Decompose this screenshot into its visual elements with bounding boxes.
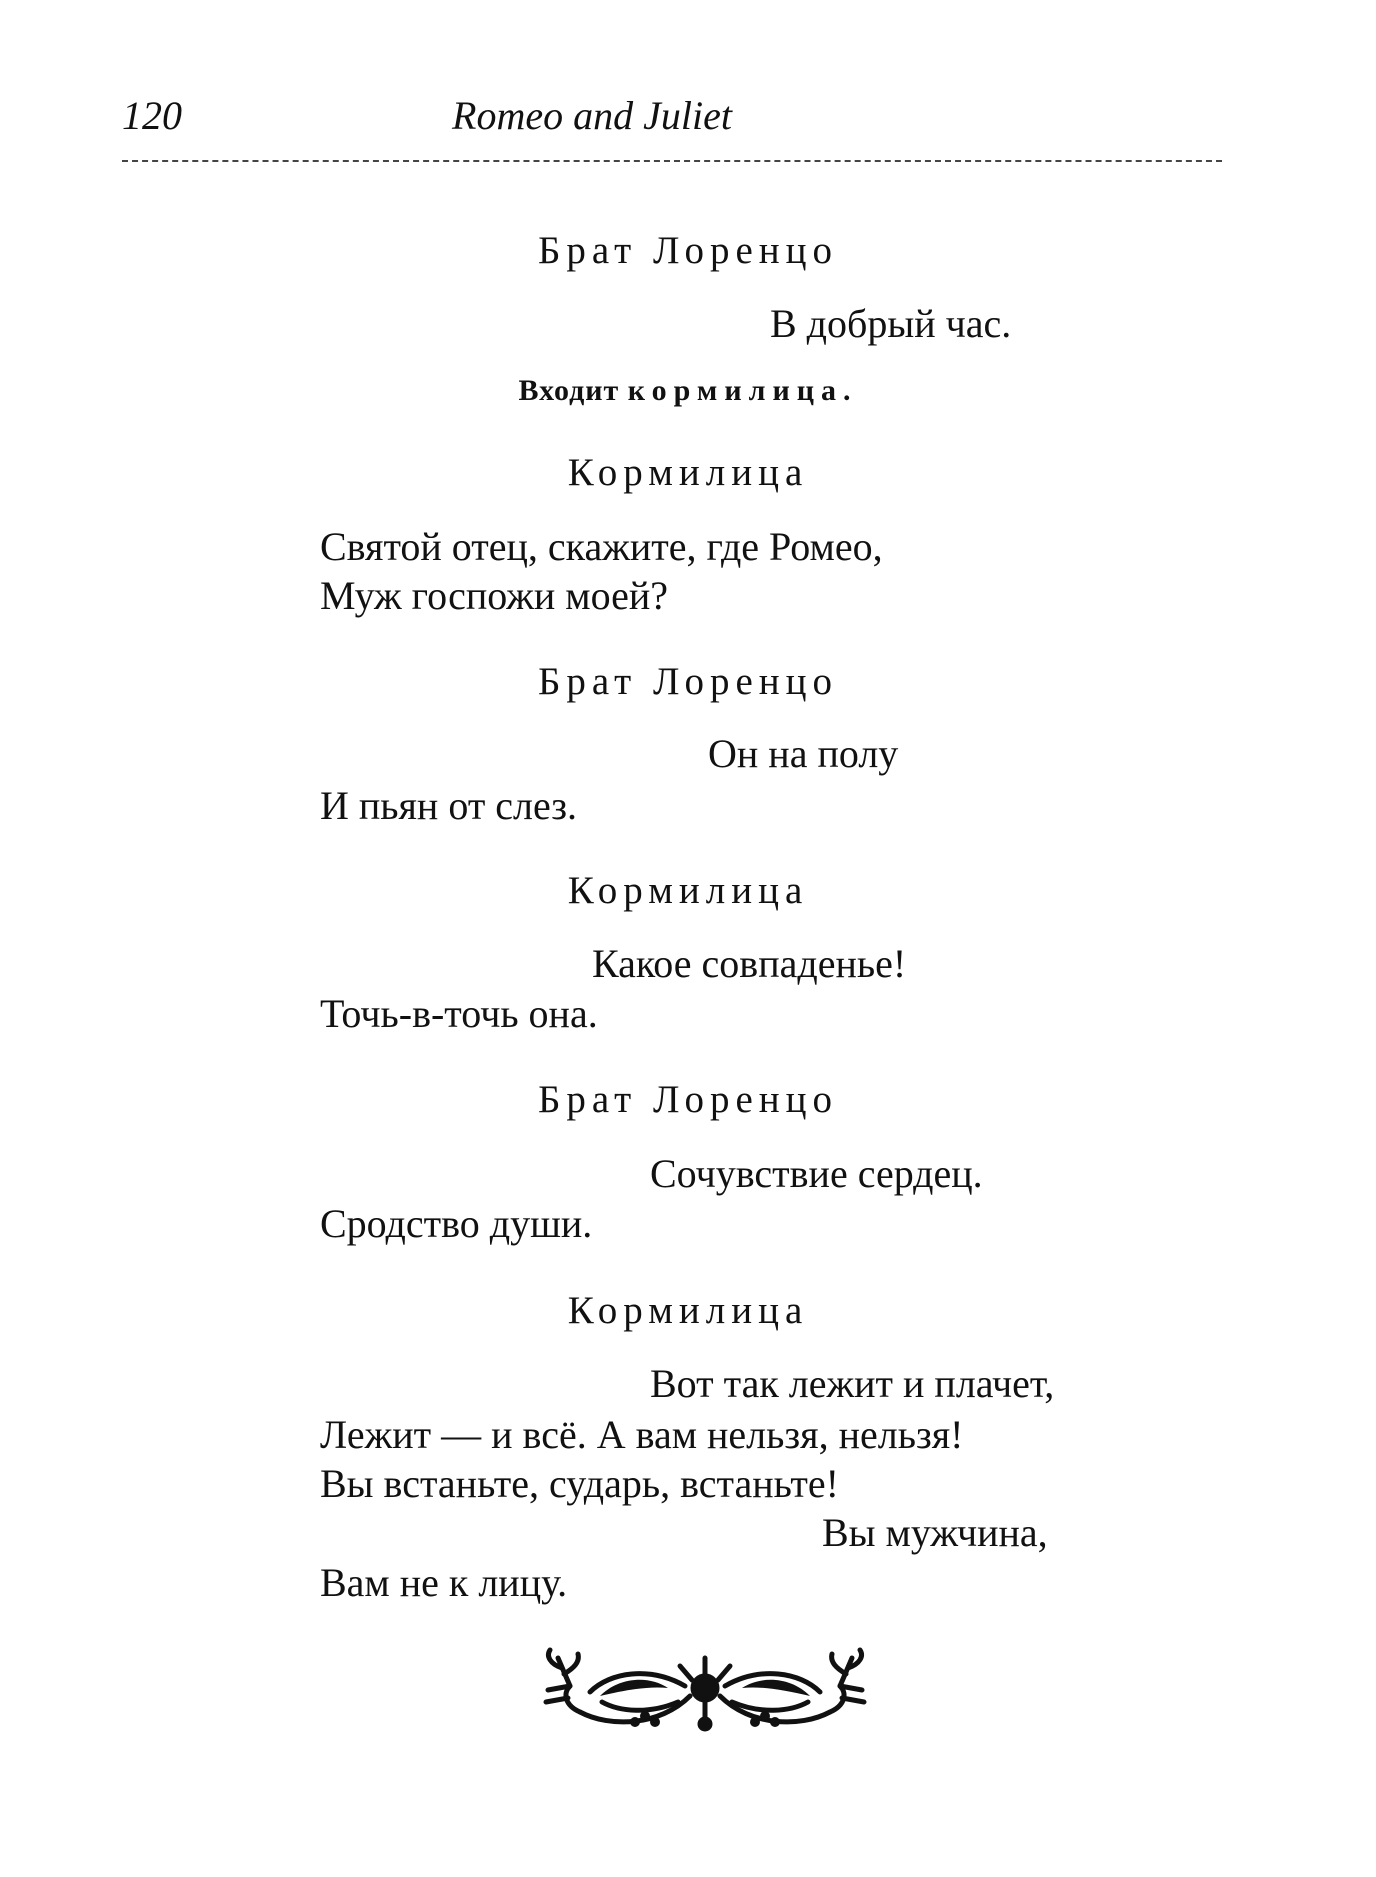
page-header bbox=[122, 92, 1222, 152]
verse-line: Вам не к лицу. bbox=[320, 1560, 568, 1605]
stage-direction-character: кормилица. bbox=[627, 374, 858, 407]
speaker-name: Кормилица bbox=[567, 869, 809, 912]
running-title: Romeo and Juliet bbox=[452, 93, 732, 138]
verse-line: Вы мужчина, bbox=[822, 1510, 1048, 1555]
verse-line: Какое совпаденье! bbox=[592, 941, 907, 986]
verse-line: Вот так лежит и плачет, bbox=[650, 1361, 1055, 1406]
verse-line: Он на полу bbox=[708, 731, 899, 776]
verse-line: Вы встаньте, сударь, встаньте! bbox=[320, 1461, 839, 1506]
verse-line: Сочувствие сердец. bbox=[650, 1151, 983, 1196]
verse-line: Муж госпожи моей? bbox=[320, 573, 669, 618]
speaker-name: Кормилица bbox=[567, 451, 809, 494]
verse-line: Лежит — и всё. А вам нельзя, нельзя! bbox=[320, 1412, 964, 1457]
verse-line: Точь-в-точь она. bbox=[320, 991, 598, 1036]
speaker-name: Кормилица bbox=[567, 1289, 809, 1332]
verse-line: Сродство души. bbox=[320, 1201, 593, 1246]
verse-line: И пьян от слез. bbox=[320, 783, 578, 828]
verse-line: Святой отец, скажите, где Ромео, bbox=[320, 524, 883, 569]
speaker-name: Брат Лоренцо bbox=[537, 229, 839, 272]
header-rule bbox=[122, 160, 1222, 162]
speaker-name: Брат Лоренцо bbox=[537, 1078, 839, 1121]
stage-direction-verb: Входит bbox=[518, 374, 620, 407]
verse-line: В добрый час. bbox=[770, 301, 1012, 346]
speaker-name: Брат Лоренцо bbox=[537, 660, 839, 703]
stage-direction bbox=[0, 374, 1376, 408]
floral-tailpiece-icon bbox=[540, 1636, 870, 1732]
page-number: 120 bbox=[122, 93, 182, 138]
